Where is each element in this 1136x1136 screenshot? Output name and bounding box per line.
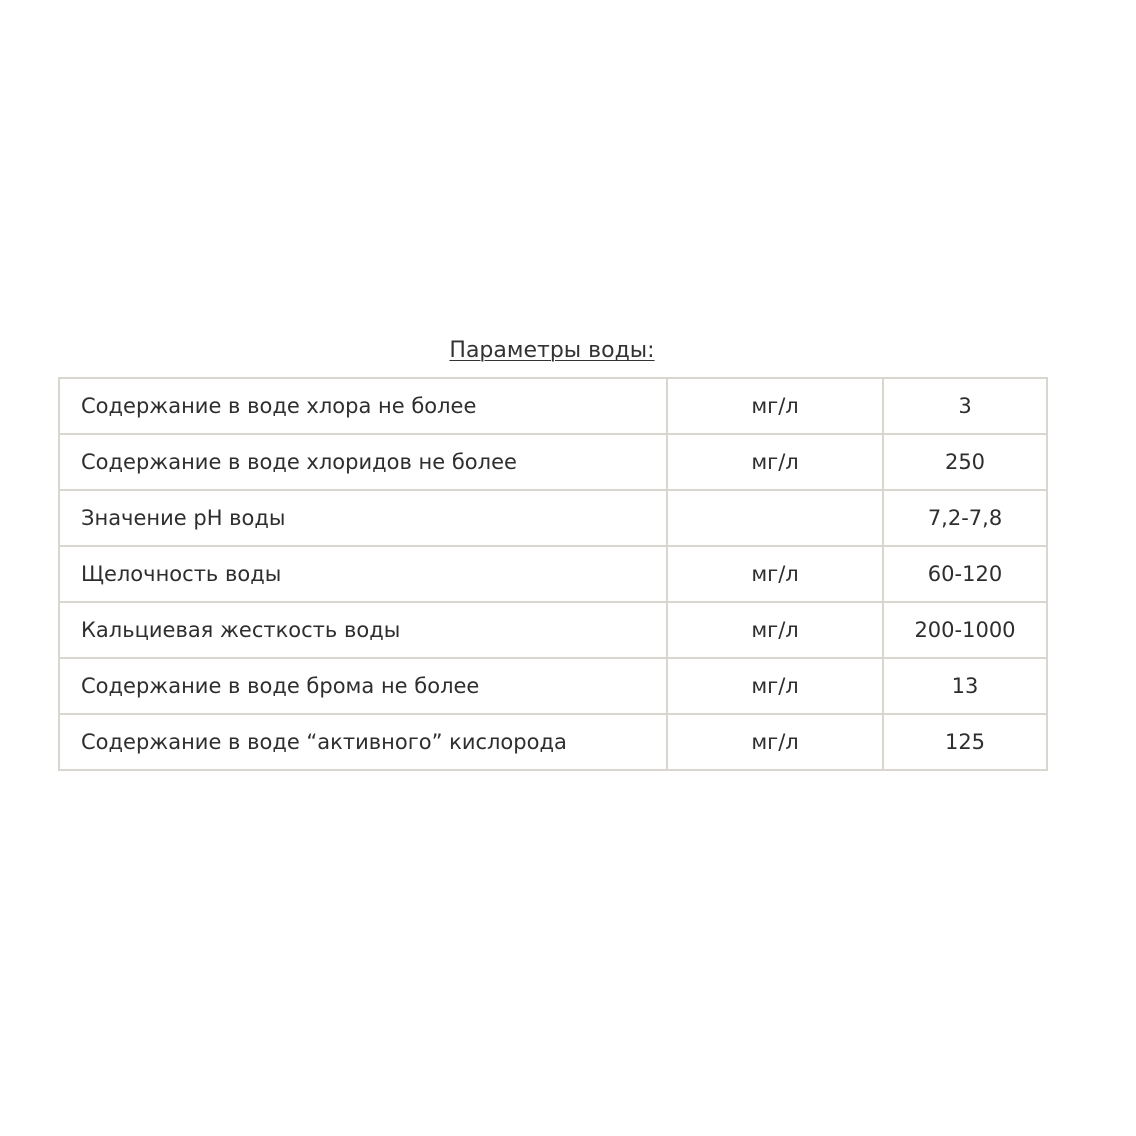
parameter-unit: мг/л <box>667 714 883 770</box>
table-row <box>59 546 1047 602</box>
table-row <box>59 434 1047 490</box>
parameter-unit: мг/л <box>667 378 883 434</box>
table-row <box>59 378 1047 434</box>
parameter-value: 125 <box>883 714 1047 770</box>
parameter-value: 200-1000 <box>883 602 1047 658</box>
table-row <box>59 714 1047 770</box>
parameter-value: 7,2-7,8 <box>883 490 1047 546</box>
parameter-name: Содержание в воде брома не более <box>59 658 667 714</box>
parameter-name: Содержание в воде “активного” кислорода <box>59 714 667 770</box>
parameter-name: Значение pH воды <box>59 490 667 546</box>
table-row <box>59 602 1047 658</box>
parameter-value: 250 <box>883 434 1047 490</box>
table-row <box>59 490 1047 546</box>
parameter-name: Содержание в воде хлора не более <box>59 378 667 434</box>
parameter-unit <box>667 490 883 546</box>
parameter-name: Кальциевая жесткость воды <box>59 602 667 658</box>
table-title: Параметры воды: <box>449 338 655 363</box>
parameter-unit: мг/л <box>667 602 883 658</box>
water-parameters-table <box>58 377 1048 771</box>
parameter-value: 60-120 <box>883 546 1047 602</box>
parameter-name: Щелочность воды <box>59 546 667 602</box>
parameter-name: Содержание в воде хлоридов не более <box>59 434 667 490</box>
parameter-unit: мг/л <box>667 658 883 714</box>
parameter-value: 3 <box>883 378 1047 434</box>
parameter-value: 13 <box>883 658 1047 714</box>
table-row <box>59 658 1047 714</box>
parameter-unit: мг/л <box>667 434 883 490</box>
parameter-unit: мг/л <box>667 546 883 602</box>
